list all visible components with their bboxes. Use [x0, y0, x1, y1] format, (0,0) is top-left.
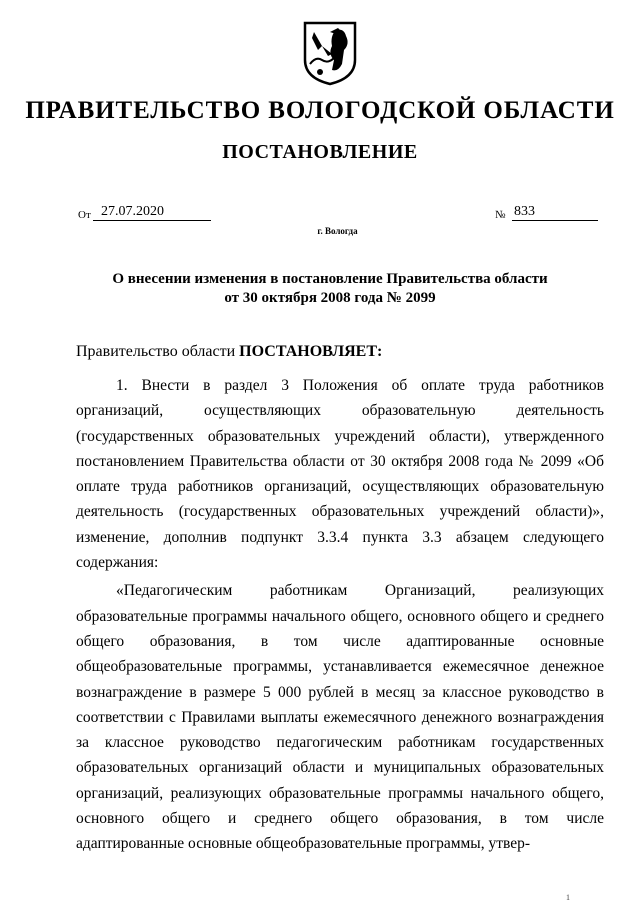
document-body: [76, 373, 604, 857]
date-prefix: От: [78, 209, 91, 221]
page-mark: 1: [566, 893, 570, 902]
document-subject: [60, 270, 600, 308]
body-paragraph-1: 1. Внести в раздел 3 Положения об оплате труда работников организаций, осуществляющих образовательную деятельность (государственных образовательных учреждений области), утвержденного постановлением Правительства области от 30 октября 2008 года № 2099 «Об оплате труда работников организаций, осуществляющих образовательную деятельность (государственных образовательных учреждений области)», изменение, дополнив подпункт 3.3.4 пункта 3.3 абзацем следующего содержания:: [76, 377, 604, 572]
organization-title: ПРАВИТЕЛЬСТВО ВОЛОГОДСКОЙ ОБЛАСТИ: [25, 97, 615, 124]
document-date: 27.07.2020: [93, 203, 211, 221]
city-label: г. Вологда: [317, 226, 358, 236]
subject-line-2: от 30 октября 2008 года № 2099: [224, 290, 436, 306]
subject-line-1: О внесении изменения в постановление Правительства области: [112, 271, 548, 287]
preamble-text: Правительство области: [76, 343, 236, 360]
coat-of-arms-icon: [302, 20, 358, 86]
number-prefix: №: [495, 209, 506, 221]
document-type-title: ПОСТАНОВЛЕНИЕ: [222, 141, 418, 163]
document-number: 833: [512, 203, 598, 221]
preamble-emphasis: ПОСТАНОВЛЯЕТ:: [239, 343, 383, 360]
body-paragraph-2: «Педагогическим работникам Организаций, реализующих образовательные программы начального общего, основного общего и среднего общего образования, в том числе адаптированные основные общеобразовательные программы, устанавливается ежемесячное денежное вознаграждение в размере 5 000 рублей в месяц за классное руководство в соответствии с Правилами выплаты ежемесячного денежного вознаграждения за классное руководство педагогическим работникам государственных образовательных организаций области и муниципальных образовательных организаций, реализующих образовательные программы начального общего, основного общего и среднего общего образования, в том числе адаптированные основные общеобразовательные программы, утвер-: [76, 582, 604, 853]
preamble: [76, 343, 382, 361]
